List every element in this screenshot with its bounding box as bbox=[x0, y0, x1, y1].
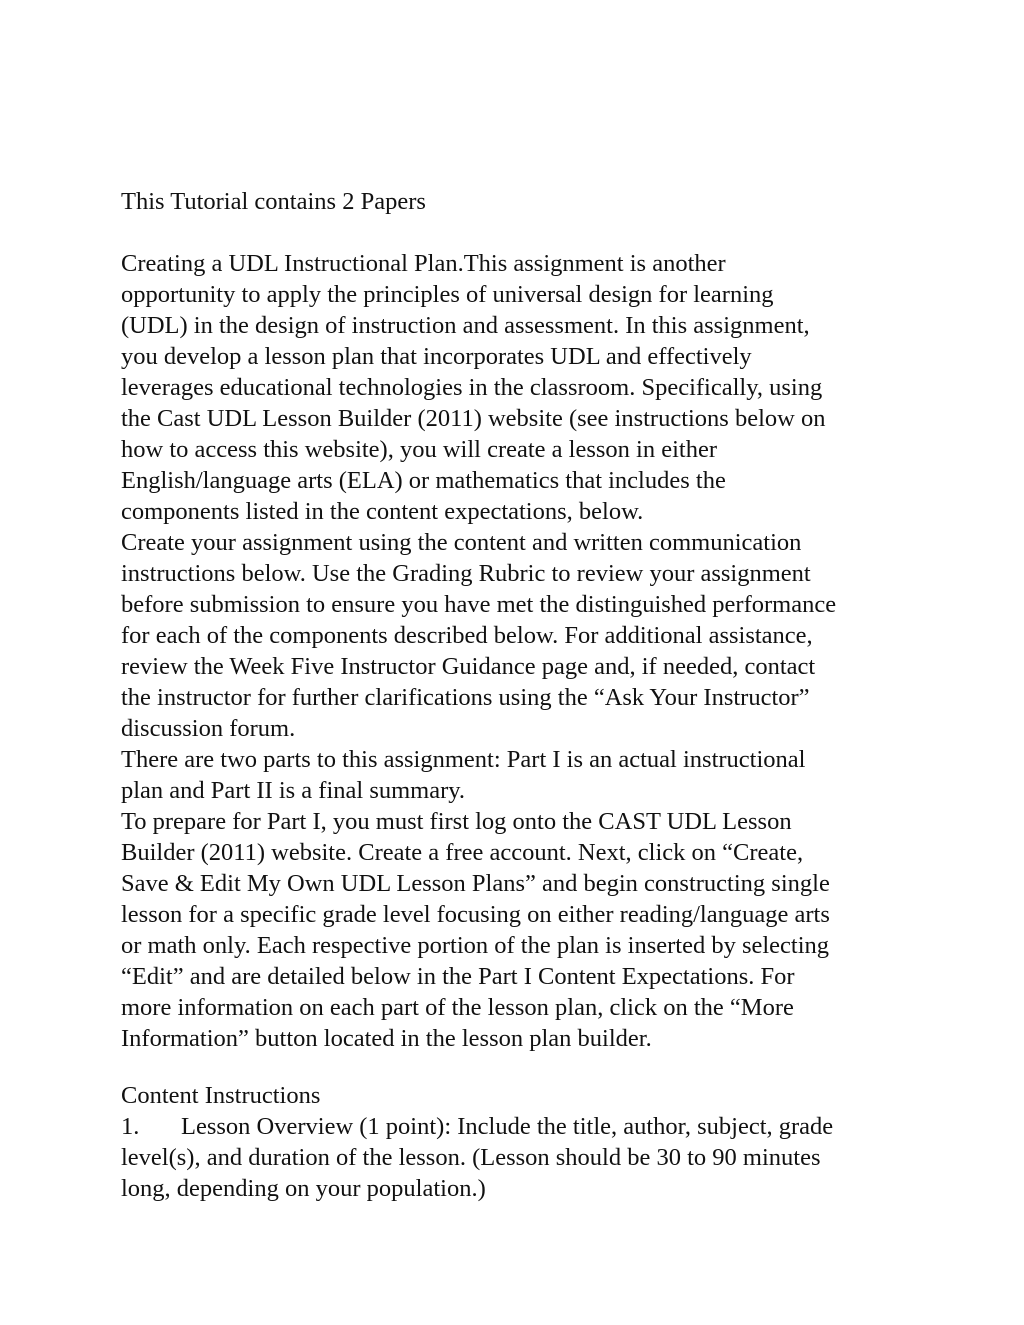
intro-line: the instructor for further clarifications using the “Ask Your Instructor” bbox=[121, 684, 810, 711]
intro-line: discussion forum. bbox=[121, 715, 296, 742]
intro-line: opportunity to apply the principles of universal design for learning bbox=[121, 281, 774, 308]
document-heading-block bbox=[121, 186, 921, 217]
intro-line: how to access this website), you will create a lesson in either bbox=[121, 436, 717, 463]
intro-paragraphs bbox=[121, 248, 921, 1054]
intro-line: instructions below. Use the Grading Rubric to review your assignment bbox=[121, 560, 811, 587]
list-item-continuation: long, depending on your population.) bbox=[121, 1175, 486, 1202]
list-item-first-line bbox=[121, 1111, 921, 1142]
intro-line: you develop a lesson plan that incorporates UDL and effectively bbox=[121, 343, 752, 370]
intro-line: “Edit” and are detailed below in the Part I Content Expectations. For bbox=[121, 963, 795, 990]
intro-line: Save & Edit My Own UDL Lesson Plans” and begin constructing single bbox=[121, 870, 830, 897]
intro-line: lesson for a specific grade level focusing on either reading/language arts bbox=[121, 901, 830, 928]
intro-line: There are two parts to this assignment: Part I is an actual instructional bbox=[121, 746, 806, 773]
intro-line: the Cast UDL Lesson Builder (2011) website (see instructions below on bbox=[121, 405, 826, 432]
intro-line: Creating a UDL Instructional Plan.This assignment is another bbox=[121, 250, 726, 277]
intro-line: or math only. Each respective portion of the plan is inserted by selecting bbox=[121, 932, 830, 959]
intro-line: review the Week Five Instructor Guidance page and, if needed, contact bbox=[121, 653, 816, 680]
intro-line: English/language arts (ELA) or mathematics that includes the bbox=[121, 467, 726, 494]
intro-line: Create your assignment using the content and written communication bbox=[121, 529, 802, 556]
intro-line: plan and Part II is a final summary. bbox=[121, 777, 466, 804]
intro-line: To prepare for Part I, you must first log onto the CAST UDL Lesson bbox=[121, 808, 792, 835]
content-instructions-section bbox=[121, 1080, 921, 1204]
list-item-number: 1. bbox=[121, 1113, 140, 1140]
list-item-text: Lesson Overview (1 point): Include the title, author, subject, grade bbox=[181, 1113, 834, 1140]
intro-line: components listed in the content expectations, below. bbox=[121, 498, 644, 525]
list-item-continuation: level(s), and duration of the lesson. (Lesson should be 30 to 90 minutes bbox=[121, 1144, 821, 1171]
intro-line: Builder (2011) website. Create a free account. Next, click on “Create, bbox=[121, 839, 804, 866]
intro-line: Information” button located in the lesson plan builder. bbox=[121, 1025, 652, 1052]
section-heading: Content Instructions bbox=[121, 1082, 321, 1109]
intro-line: more information on each part of the lesson plan, click on the “More bbox=[121, 994, 794, 1021]
intro-line: (UDL) in the design of instruction and assessment. In this assignment, bbox=[121, 312, 810, 339]
intro-line: for each of the components described below. For additional assistance, bbox=[121, 622, 813, 649]
intro-line: leverages educational technologies in the classroom. Specifically, using bbox=[121, 374, 823, 401]
document-heading: This Tutorial contains 2 Papers bbox=[121, 188, 426, 215]
intro-line: before submission to ensure you have met the distinguished performance bbox=[121, 591, 837, 618]
